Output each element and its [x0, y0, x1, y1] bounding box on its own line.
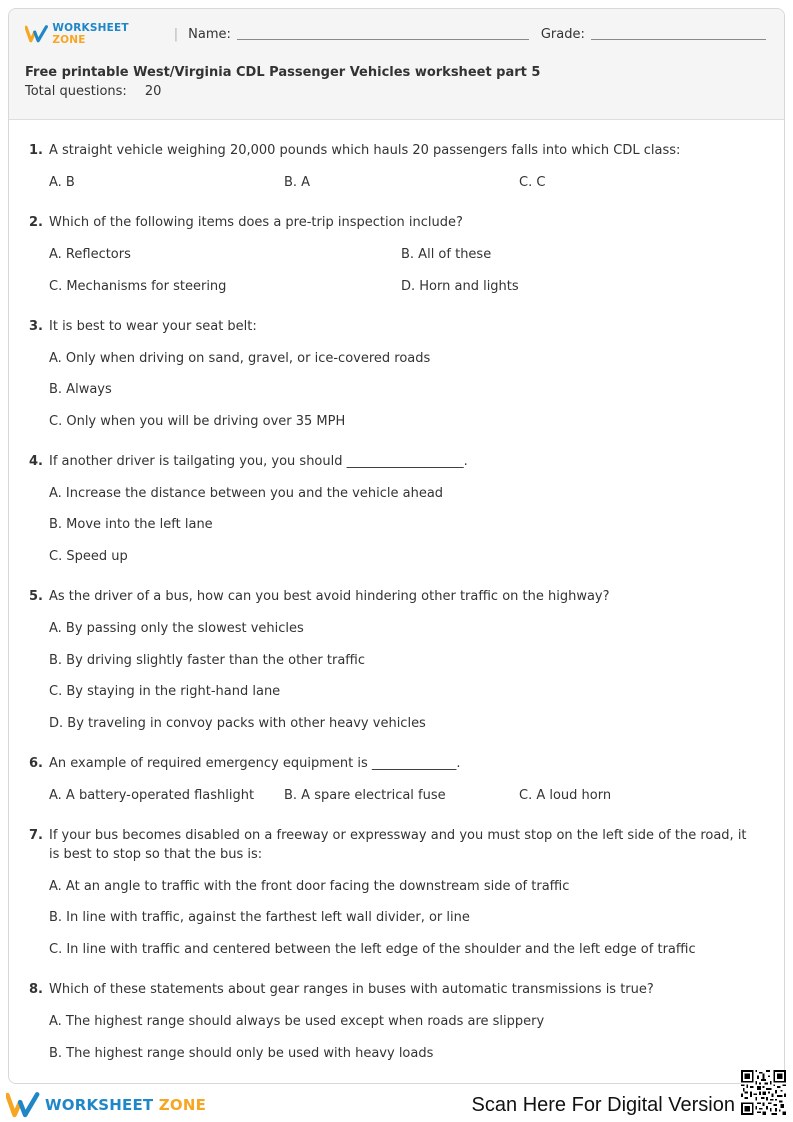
answer-options	[49, 619, 784, 733]
answer-option[interactable]: A. Only when driving on sand, gravel, or ice-covered roads	[49, 350, 431, 366]
answer-option[interactable]: A. At an angle to traffic with the front door facing the downstream side of traffic	[49, 878, 570, 894]
question-number: 3.	[29, 318, 43, 334]
answer-option[interactable]: A. By passing only the slowest vehicles	[49, 620, 304, 636]
question-number: 4.	[29, 453, 43, 469]
answer-options	[49, 245, 784, 296]
question-item	[29, 452, 784, 566]
footer-brand-logo	[6, 1092, 206, 1118]
answer-option[interactable]: C. Mechanisms for steering	[49, 278, 227, 294]
name-label: Name:	[188, 26, 231, 42]
footer-brand-name	[45, 1096, 206, 1114]
worksheet-header	[9, 9, 784, 120]
question-number: 5.	[29, 588, 43, 604]
brand-name-part1: WORKSHEET	[52, 22, 129, 34]
total-questions-label: Total questions:	[25, 84, 127, 99]
question-item	[29, 213, 784, 296]
question-item	[29, 587, 784, 733]
question-item	[29, 826, 784, 959]
answer-options	[49, 349, 784, 431]
answer-option[interactable]: A. The highest range should always be used except when roads are slippery	[49, 1013, 545, 1029]
answer-option[interactable]: B. Always	[49, 382, 112, 398]
answer-option[interactable]: A. B	[49, 175, 75, 190]
question-text: An example of required emergency equipment is _____________.	[49, 755, 461, 771]
answer-option[interactable]: A. Increase the distance between you and the vehicle ahead	[49, 485, 444, 501]
answer-option[interactable]: B. A spare electrical fuse	[284, 787, 446, 803]
answer-option[interactable]: B. In line with traffic, against the farthest left wall divider, or line	[49, 910, 470, 926]
answer-option[interactable]: C. Speed up	[49, 548, 128, 564]
answer-option[interactable]: B. All of these	[401, 247, 492, 262]
question-text: It is best to wear your seat belt:	[49, 318, 257, 334]
question-text: As the driver of a bus, how can you best avoid hindering other traffic on the highway?	[49, 588, 610, 604]
grade-label: Grade:	[540, 26, 585, 42]
total-questions	[25, 84, 766, 99]
worksheet-title: Free printable West/Virginia CDL Passenger Vehicles worksheet part 5	[25, 65, 541, 80]
page-footer	[0, 1088, 793, 1122]
question-text: A straight vehicle weighing 20,000 pounds which hauls 20 passengers falls into which CDL class:	[49, 143, 681, 158]
question-item	[29, 754, 784, 805]
answer-option[interactable]: A. Reflectors	[49, 247, 131, 262]
worksheet-page	[8, 8, 785, 1084]
worksheet-zone-logo-icon	[25, 25, 48, 43]
brand-name-part2: ZONE	[52, 34, 86, 46]
scan-instruction: Scan Here For Digital Version	[471, 1094, 735, 1116]
brand-logo	[25, 22, 163, 46]
question-text: Which of these statements about gear ranges in buses with automatic transmissions is true?	[49, 981, 654, 997]
answer-options	[49, 173, 784, 192]
name-field[interactable]	[237, 28, 529, 40]
answer-option[interactable]: C. In line with traffic and centered between the left edge of the shoulder and the left edge of traffic	[49, 941, 696, 957]
question-number: 1.	[29, 143, 43, 158]
question-text: If another driver is tailgating you, you should __________________.	[49, 453, 468, 469]
question-item	[29, 141, 784, 192]
answer-options	[49, 1012, 784, 1063]
answer-option[interactable]: C. Only when you will be driving over 35 MPH	[49, 413, 346, 429]
total-questions-value: 20	[144, 84, 162, 99]
answer-option[interactable]: C. By staying in the right-hand lane	[49, 684, 281, 700]
question-number: 7.	[29, 827, 43, 843]
question-text: Which of the following items does a pre-trip inspection include?	[49, 215, 463, 230]
footer-brand-name-part2: ZONE	[158, 1096, 207, 1114]
question-number: 2.	[29, 215, 43, 230]
answer-options	[49, 786, 784, 805]
answer-options	[49, 877, 784, 959]
grade-field[interactable]	[591, 28, 766, 40]
footer-brand-name-part1: WORKSHEET	[45, 1096, 154, 1114]
question-item	[29, 980, 784, 1063]
question-text: If your bus becomes disabled on a freeway or expressway and you must stop on the left side of the road, it is best to stop so that the bus is:	[49, 827, 747, 862]
answer-option[interactable]: B. A	[284, 175, 311, 190]
question-list	[9, 120, 784, 1063]
answer-option[interactable]: B. Move into the left lane	[49, 517, 213, 533]
brand-name	[52, 22, 162, 46]
answer-options	[49, 484, 784, 566]
question-number: 6.	[29, 755, 43, 771]
question-number: 8.	[29, 981, 43, 997]
worksheet-zone-logo-icon	[6, 1092, 40, 1118]
answer-option[interactable]: D. By traveling in convoy packs with other heavy vehicles	[49, 715, 426, 731]
answer-option[interactable]: C. C	[519, 175, 546, 190]
qr-code-icon[interactable]	[741, 1070, 786, 1115]
answer-option[interactable]: B. The highest range should only be used with heavy loads	[49, 1045, 434, 1061]
answer-option[interactable]: A. A battery-operated flashlight	[49, 787, 255, 803]
answer-option[interactable]: C. A loud horn	[519, 787, 612, 803]
answer-option[interactable]: B. By driving slightly faster than the other traffic	[49, 652, 366, 668]
header-divider: |	[173, 26, 179, 42]
answer-option[interactable]: D. Horn and lights	[401, 278, 519, 294]
question-item	[29, 317, 784, 431]
